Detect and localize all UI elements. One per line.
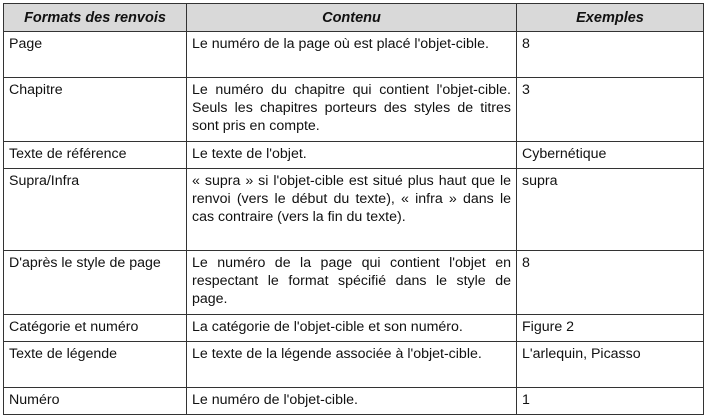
table-row (4, 78, 704, 142)
cross-reference-formats-table (3, 3, 704, 415)
format-cell: Supra/Infra (4, 169, 187, 251)
format-cell: Texte de légende (4, 342, 187, 388)
table-row (4, 251, 704, 315)
table-row (4, 142, 704, 169)
example-cell: 8 (517, 251, 704, 315)
content-cell: Le texte de l'objet. (187, 142, 517, 169)
format-cell: Chapitre (4, 78, 187, 142)
table-row (4, 315, 704, 342)
table-header-row (4, 4, 704, 32)
format-cell: Texte de référence (4, 142, 187, 169)
example-cell: Figure 2 (517, 315, 704, 342)
example-cell: Cybernétique (517, 142, 704, 169)
content-cell: « supra » si l'objet-cible est situé plus haut que le renvoi (vers le début du texte), « infra » dans le cas contraire (vers la fin du texte). (187, 169, 517, 251)
example-cell: 3 (517, 78, 704, 142)
header-examples: Exemples (517, 4, 704, 32)
content-cell: Le numéro de la page qui contient l'objet en respectant le format spécifié dans le style de page. (187, 251, 517, 315)
example-cell: 1 (517, 388, 704, 415)
header-format: Formats des renvois (4, 4, 187, 32)
example-cell: 8 (517, 32, 704, 78)
table-row (4, 169, 704, 251)
format-cell: Catégorie et numéro (4, 315, 187, 342)
format-cell: Numéro (4, 388, 187, 415)
content-cell: Le numéro de l'objet-cible. (187, 388, 517, 415)
content-cell: Le numéro du chapitre qui contient l'objet-cible. Seuls les chapitres porteurs des styles de titres sont pris en compte. (187, 78, 517, 142)
table-row (4, 32, 704, 78)
format-cell: D'après le style de page (4, 251, 187, 315)
example-cell: L'arlequin, Picasso (517, 342, 704, 388)
content-cell: Le texte de la légende associée à l'objet-cible. (187, 342, 517, 388)
content-cell: Le numéro de la page où est placé l'objet-cible. (187, 32, 517, 78)
format-cell: Page (4, 32, 187, 78)
table-row (4, 342, 704, 388)
header-content: Contenu (187, 4, 517, 32)
example-cell: supra (517, 169, 704, 251)
table-row (4, 388, 704, 415)
content-cell: La catégorie de l'objet-cible et son numéro. (187, 315, 517, 342)
